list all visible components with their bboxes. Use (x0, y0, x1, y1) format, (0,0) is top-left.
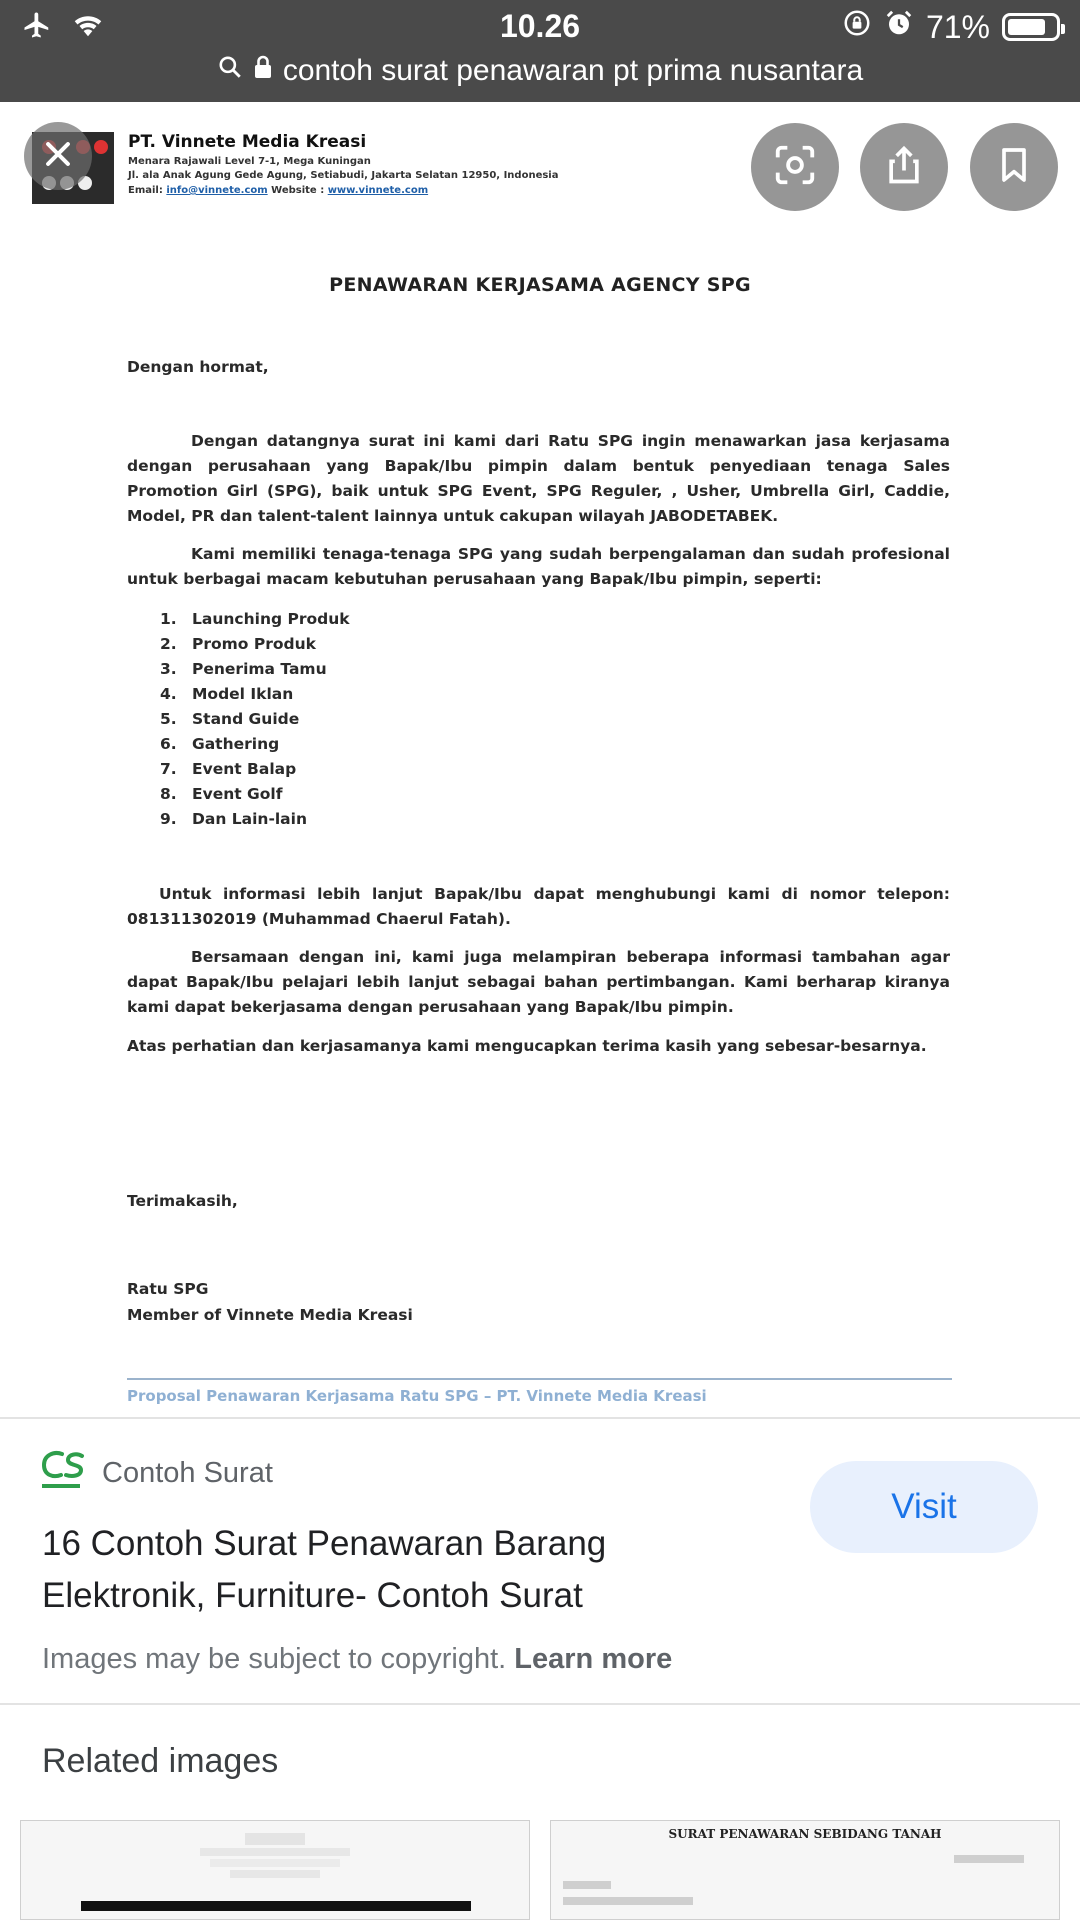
share-icon (882, 142, 926, 193)
company-address-line-1: Menara Rajawali Level 7-1, Mega Kuningan (128, 156, 371, 167)
source-logo (40, 1448, 88, 1492)
related-image-thumbnail[interactable] (550, 1820, 1060, 1920)
company-contact-line (128, 185, 428, 196)
company-address-line-2: Jl. ala Anak Agung Gede Agung, Setiabudi, Jakarta Selatan 12950, Indonesia (128, 170, 559, 181)
rotation-lock-icon (842, 8, 872, 46)
list-item: 3. Penerima Tamu (160, 660, 327, 678)
image-preview[interactable] (0, 102, 1080, 1417)
salutation: Dengan hormat, (127, 358, 269, 376)
share-button[interactable] (860, 123, 948, 211)
list-item: 5. Stand Guide (160, 710, 300, 728)
signer-organization: Member of Vinnete Media Kreasi (127, 1306, 413, 1324)
bookmark-button[interactable] (970, 123, 1058, 211)
website-label: Website : (271, 185, 325, 196)
paragraph-4: Bersamaan dengan ini, kami juga melampiran beberapa informasi tambahan agar dapat Bapak/Ibu pelajari lebih lanjut sebagai bahan pertimbangan. Kami berharap kiranya kami dapat bekerjasama dengan perusahaan yang Bapak/Ibu pimpin. (127, 948, 950, 1016)
signer-name: Ratu SPG (127, 1280, 209, 1298)
battery-percent: 71% (925, 8, 990, 45)
bookmark-icon (994, 142, 1034, 193)
lock-icon (253, 54, 273, 88)
result-title[interactable]: 16 Contoh Surat Penawaran Barang Elektronik, Furniture- Contoh Surat (42, 1524, 607, 1615)
email-link: info@vinnete.com (166, 185, 268, 196)
status-time: 10.26 (499, 8, 581, 44)
paragraph-2: Kami memiliki tenaga-tenaga SPG yang sudah berpengalaman dan sudah profesional untuk berbagai macam kebutuhan perusahaan yang Bapak/Ibu pimpin, seperti: (127, 545, 950, 588)
close-button[interactable] (24, 122, 92, 190)
website-link: www.vinnete.com (327, 185, 429, 196)
source-name[interactable]: Contoh Surat (102, 1457, 273, 1489)
copyright-notice (42, 1643, 672, 1676)
paragraph-3: Untuk informasi lebih lanjut Bapak/Ibu dapat menghubungi kami di nomor telepon: 081311302019 (Muhammad Chaerul Fatah). (127, 885, 950, 928)
list-item: 6. Gathering (160, 735, 280, 753)
lens-icon (772, 142, 818, 193)
address-bar[interactable] (0, 50, 1080, 92)
lens-search-button[interactable] (751, 123, 839, 211)
related-image-thumbnail[interactable] (20, 1820, 530, 1920)
letter-footer: Proposal Penawaran Kerjasama Ratu SPG – PT. Vinnete Media Kreasi (127, 1387, 707, 1405)
company-name: PT. Vinnete Media Kreasi (128, 132, 367, 152)
list-item: 1. Launching Produk (160, 610, 350, 628)
visit-button[interactable]: Visit (810, 1461, 1038, 1553)
closing: Terimakasih, (127, 1192, 238, 1210)
paragraph-1: Dengan datangnya surat ini kami dari Ratu SPG ingin menawarkan jasa kerjasama dengan perusahaan yang Bapak/Ibu pimpin dalam bentuk penyediaan tenaga Sales Promotion Girl (SPG), baik untuk SPG Event, SPG Reguler, , Usher, Umbrella Girl, Caddie, Model, PR dan talent-talent lainnya untuk cakupan wilayah JABODETABEK. (127, 432, 950, 525)
list-item: 2. Promo Produk (160, 635, 316, 653)
search-icon (217, 54, 243, 88)
service-list (160, 607, 350, 832)
status-bar (0, 0, 1080, 54)
list-item: 9. Dan Lain-lain (160, 810, 307, 828)
battery-icon (1002, 13, 1060, 41)
close-icon (41, 137, 75, 176)
address-query: contoh surat penawaran pt prima nusantara (282, 54, 864, 87)
email-label: Email: (128, 185, 163, 196)
footer-divider (127, 1378, 952, 1380)
learn-more-link[interactable]: Learn more (514, 1643, 673, 1675)
browser-top-bar (0, 0, 1080, 102)
list-item: 7. Event Balap (160, 760, 297, 778)
list-item: 8. Event Golf (160, 785, 283, 803)
related-images-heading: Related images (42, 1742, 279, 1780)
section-divider (0, 1703, 1080, 1705)
paragraph-5: Atas perhatian dan kerjasamanya kami mengucapkan terima kasih yang sebesar-besarnya. (127, 1037, 927, 1055)
copyright-text: Images may be subject to copyright. (42, 1643, 507, 1675)
thumbnail-title: SURAT PENAWARAN SEBIDANG TANAH (668, 1827, 942, 1841)
section-divider (0, 1417, 1080, 1419)
letter-document (0, 102, 1080, 1417)
letter-title: PENAWARAN KERJASAMA AGENCY SPG (329, 274, 751, 296)
list-item: 4. Model Iklan (160, 685, 294, 703)
alarm-icon (884, 8, 914, 46)
